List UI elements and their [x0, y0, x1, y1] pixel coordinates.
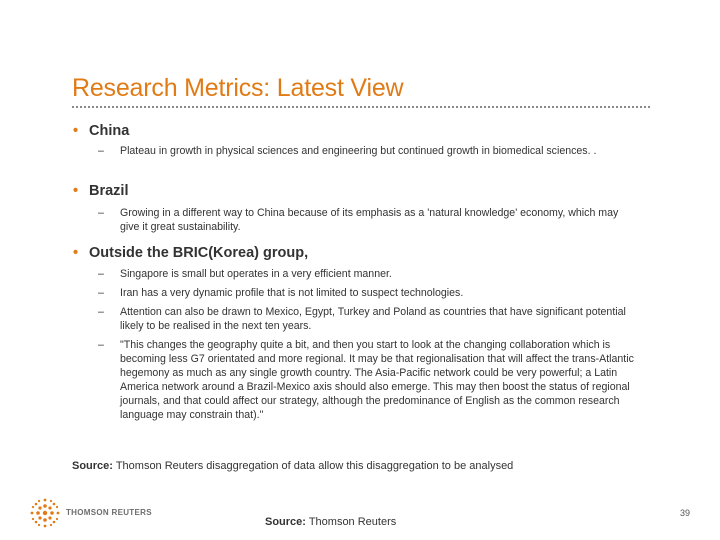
- sub-item: [98, 338, 638, 422]
- bullet-dot-icon: •: [73, 123, 79, 139]
- dash-icon: –: [98, 287, 104, 299]
- logo-wordmark: THOMSON REUTERS: [66, 508, 152, 517]
- bullet-dot-icon: •: [73, 245, 79, 261]
- slide-title: Research Metrics: Latest View: [72, 74, 404, 102]
- footer-source-label: Source:: [265, 516, 306, 528]
- page-number: 39: [680, 508, 691, 518]
- bullet-label: Brazil: [89, 183, 129, 199]
- bullet-label: Outside the BRIC(Korea) group,: [89, 245, 309, 261]
- bullet-label: China: [89, 123, 130, 139]
- footer-source-text: Thomson Reuters: [305, 516, 397, 528]
- bullet-outside-bric: [73, 245, 308, 261]
- dash-icon: –: [98, 145, 104, 157]
- bullet-dot-icon: •: [73, 183, 79, 199]
- footer-source: [265, 516, 396, 528]
- sub-item-text: Iran has a very dynamic profile that is not limited to suspect technologies.: [120, 287, 464, 299]
- sub-item-text: Growing in a different way to China because of its emphasis as a 'natural knowledge' economy, which may give it great sustainability.: [120, 207, 619, 233]
- bullet-china: [73, 123, 129, 139]
- dash-icon: –: [98, 268, 104, 280]
- source-label: Source:: [72, 460, 113, 472]
- sub-item: [98, 206, 638, 234]
- sub-item: [98, 144, 638, 158]
- sub-item: [98, 305, 638, 333]
- bullet-brazil: [73, 183, 129, 199]
- source-note: [72, 460, 513, 472]
- sub-item: [98, 286, 638, 300]
- title-divider: [72, 106, 650, 108]
- sub-item: [98, 267, 638, 281]
- dash-icon: –: [98, 207, 104, 219]
- sub-item-text: Plateau in growth in physical sciences and engineering but continued growth in biomedical sciences. .: [120, 145, 597, 157]
- logo-dots-icon: [28, 496, 62, 530]
- dash-icon: –: [98, 306, 104, 318]
- sub-item-text: Singapore is small but operates in a very efficient manner.: [120, 268, 392, 280]
- sub-item-text: "This changes the geography quite a bit, and then you start to look at the changing collaboration which is becoming less G7 orientated and more regional. It may be that regionalisation that will affect the trans-Atlantic hegemony as much as any single growth country. The Asia-Pacific network could be very powerful; a Latin America network around a Brazil-Mexico axis should also emerge. This may then boost the status of regional journals, and that could affect our strategy, although the predominance of English as the common research language may constrain that).": [120, 339, 634, 421]
- thomson-reuters-logo: [28, 496, 168, 528]
- sub-item-text: Attention can also be drawn to Mexico, Egypt, Turkey and Poland as countries that have significant potential likely to be realised in the next ten years.: [120, 306, 626, 332]
- dash-icon: –: [98, 339, 104, 351]
- source-text: Thomson Reuters disaggregation of data allow this disaggregation to be analysed: [112, 460, 514, 472]
